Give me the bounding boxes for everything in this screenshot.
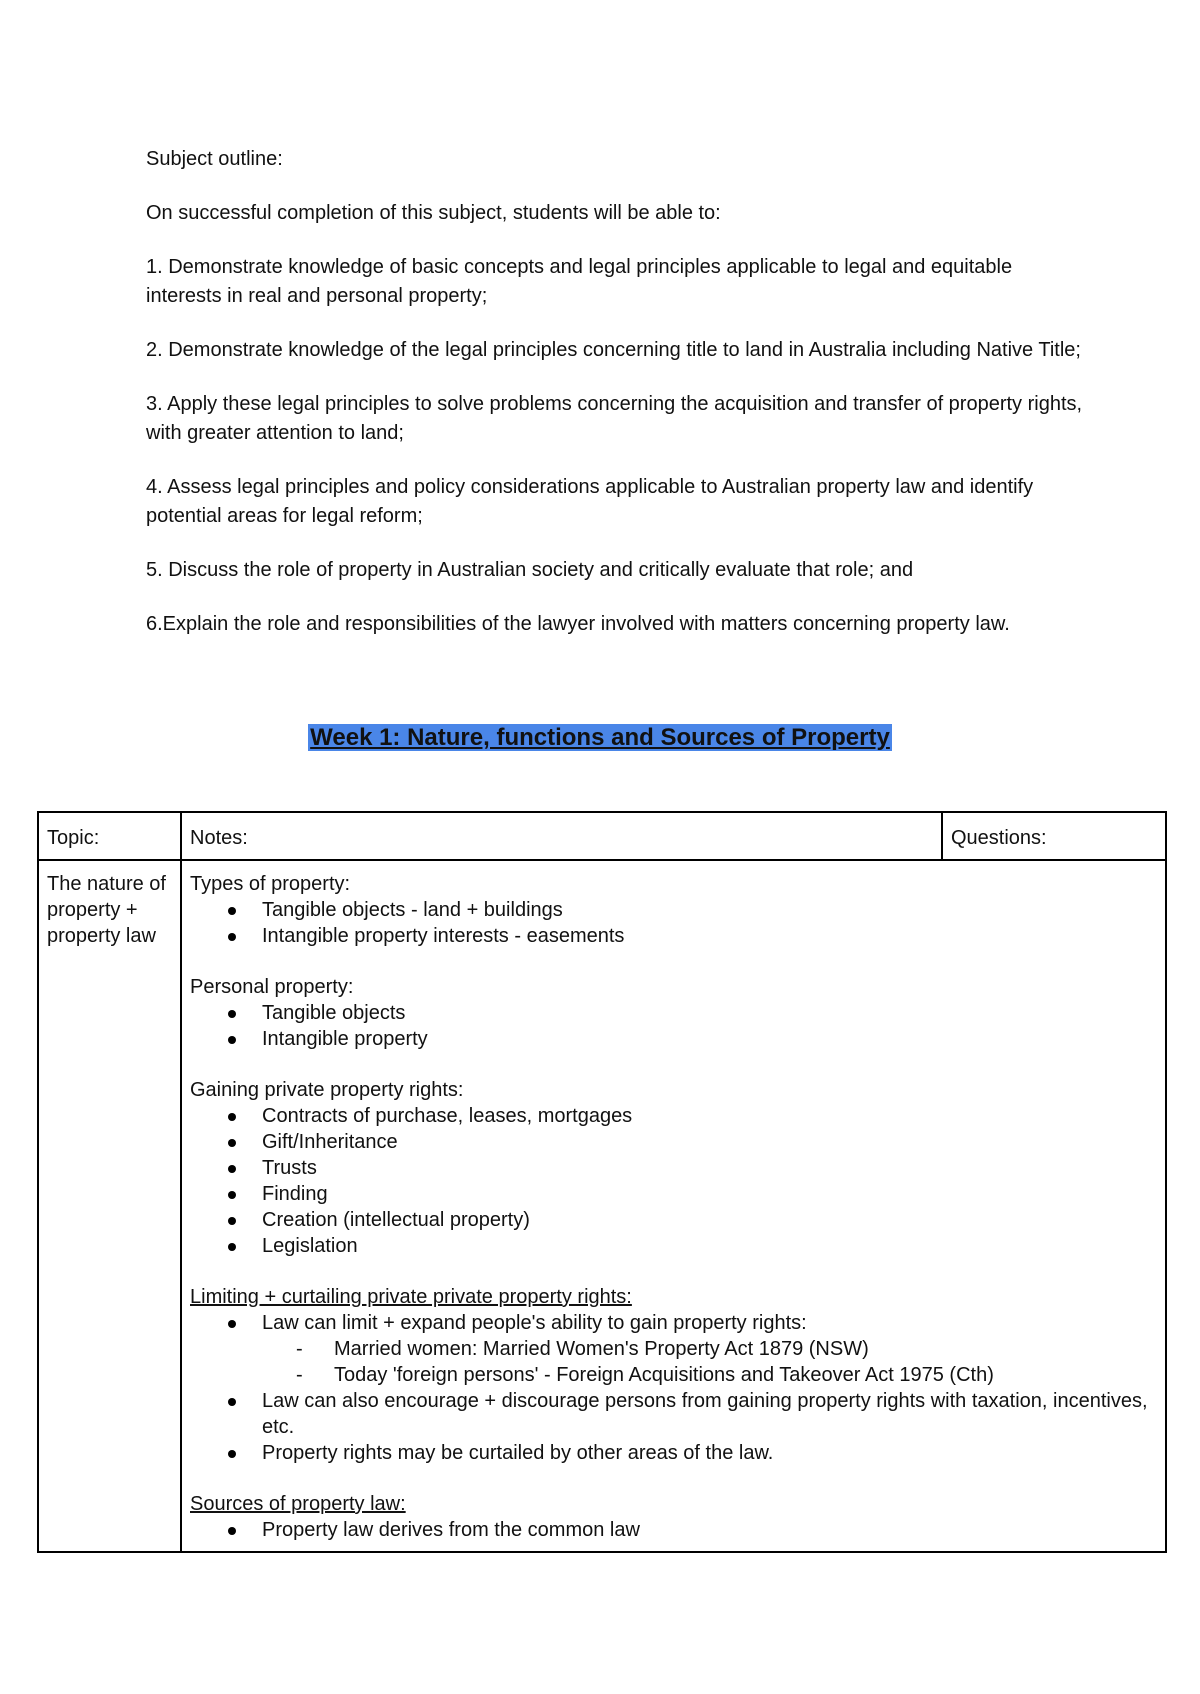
outline-intro: On successful completion of this subject, students will be able to: bbox=[146, 202, 721, 224]
list-item: Intangible property interests - easements bbox=[262, 923, 1157, 949]
section-label: Types of property: bbox=[190, 873, 351, 895]
bullet-list bbox=[190, 1103, 1157, 1259]
list-item: Contracts of purchase, leases, mortgages bbox=[262, 1103, 1157, 1129]
bullet-list bbox=[190, 1517, 1157, 1543]
section-label: Personal property: bbox=[190, 976, 354, 998]
dash-list bbox=[262, 1336, 1157, 1388]
outline-item: 4. Assess legal principles and policy considerations applicable to Australian property law and identify potential areas for legal reform; bbox=[146, 476, 1034, 527]
notes-table bbox=[37, 811, 1167, 1553]
outline-item: 6.Explain the role and responsibilities of the lawyer involved with matters concerning property law. bbox=[146, 613, 1010, 635]
bullet-list bbox=[190, 1000, 1157, 1052]
list-item: Finding bbox=[262, 1181, 1157, 1207]
list-item: Property law derives from the common law bbox=[262, 1517, 1157, 1543]
sub-list-item: - Married women: Married Women's Property Act 1879 (NSW) bbox=[334, 1336, 1157, 1362]
outline-item: 3. Apply these legal principles to solve problems concerning the acquisition and transfer of property rights, with greater attention to land; bbox=[146, 393, 1083, 444]
bullet-list bbox=[190, 1310, 1157, 1466]
list-item: Tangible objects bbox=[262, 1000, 1157, 1026]
header-topic: Topic: bbox=[38, 812, 181, 860]
notes-cell bbox=[181, 860, 1166, 1552]
section-label: Sources of property law: bbox=[190, 1493, 406, 1515]
list-item: Tangible objects - land + buildings bbox=[262, 897, 1157, 923]
list-item: Intangible property bbox=[262, 1026, 1157, 1052]
section-label: Gaining private property rights: bbox=[190, 1079, 464, 1101]
header-questions: Questions: bbox=[942, 812, 1166, 860]
list-item-text: Law can limit + expand people's ability to gain property rights: bbox=[262, 1312, 807, 1334]
list-item: Law can also encourage + discourage persons from gaining property rights with taxation, incentives, etc. bbox=[262, 1388, 1157, 1440]
sub-list-item: - Today 'foreign persons' - Foreign Acquisitions and Takeover Act 1975 (Cth) bbox=[334, 1362, 1157, 1388]
header-notes: Notes: bbox=[181, 812, 942, 860]
table-header-row bbox=[38, 812, 1166, 860]
list-item: Property rights may be curtailed by other areas of the law. bbox=[262, 1440, 1157, 1466]
week-title-text: Week 1: Nature, functions and Sources of Property bbox=[310, 724, 890, 751]
bullet-list bbox=[190, 897, 1157, 949]
outline-item: 5. Discuss the role of property in Australian society and critically evaluate that role; and bbox=[146, 559, 914, 581]
subject-outline bbox=[146, 145, 1086, 664]
list-item: Creation (intellectual property) bbox=[262, 1207, 1157, 1233]
outline-heading: Subject outline: bbox=[146, 148, 283, 170]
list-item: Legislation bbox=[262, 1233, 1157, 1259]
outline-item: 1. Demonstrate knowledge of basic concepts and legal principles applicable to legal and equitable interests in real and personal property; bbox=[146, 256, 1013, 307]
topic-cell: The nature of property + property law bbox=[38, 860, 181, 1552]
table-row bbox=[38, 860, 1166, 1552]
list-item: Trusts bbox=[262, 1155, 1157, 1181]
list-item: Gift/Inheritance bbox=[262, 1129, 1157, 1155]
list-item bbox=[262, 1310, 1157, 1388]
outline-item: 2. Demonstrate knowledge of the legal principles concerning title to land in Australia including Native Title; bbox=[146, 339, 1081, 361]
section-label: Limiting + curtailing private private property rights: bbox=[190, 1286, 632, 1308]
week-title bbox=[0, 721, 1200, 755]
